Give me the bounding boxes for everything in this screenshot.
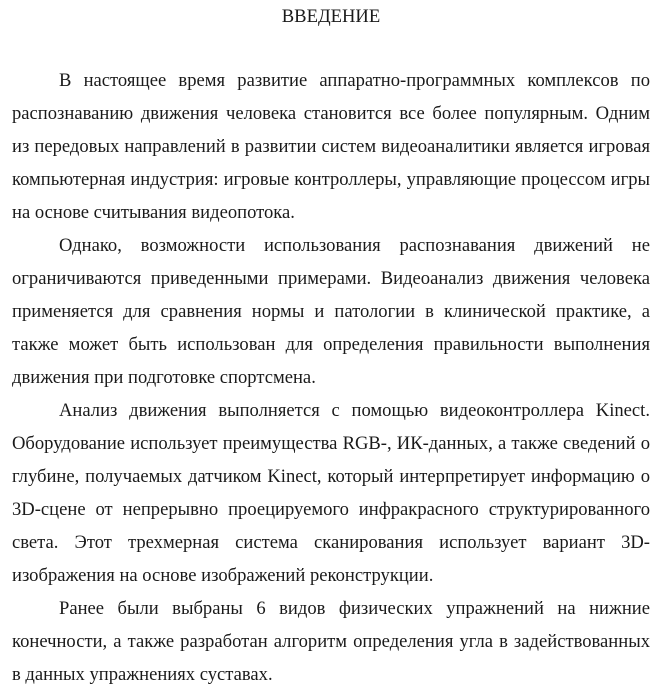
paragraph-applications: Однако, возможности использования распознавания движений не ограничиваются приведенными примерами. Видеоанализ движения человека применяется для сравнения нормы и патологии в клинической практике, а также может быть использован для определения правильности выполнения движения при подготовке спортсмена. xyxy=(12,235,650,388)
paragraph-exercises: Ранее были выбраны 6 видов физических упражнений на нижние конечности, а также разработан алгоритм определения угла в задействованных в данных упражнениях суставах. xyxy=(12,598,650,685)
document-title: ВВЕДЕНИЕ xyxy=(281,6,381,27)
paragraph-kinect: Анализ движения выполняется с помощью видеоконтроллера Kinect. Оборудование использует преимущества RGB-, ИК-данных, а также сведений о глубине, получаемых датчиком Kinect, который интерпретирует информацию о 3D-сцене от непрерывно проецируемого инфракрасного структурированного света. Этот трехмерная система сканирования использует вариант 3D-изображения на основе изображений реконструкции. xyxy=(12,400,650,586)
paragraph-intro: В настоящее время развитие аппаратно-программных комплексов по распознаванию движения человека становится все более популярным. Одним из передовых направлений в развитии систем видеоаналитики является игровая компьютерная индустрия: игровые контроллеры, управляющие процессом игры на основе считывания видеопотока. xyxy=(12,70,650,223)
